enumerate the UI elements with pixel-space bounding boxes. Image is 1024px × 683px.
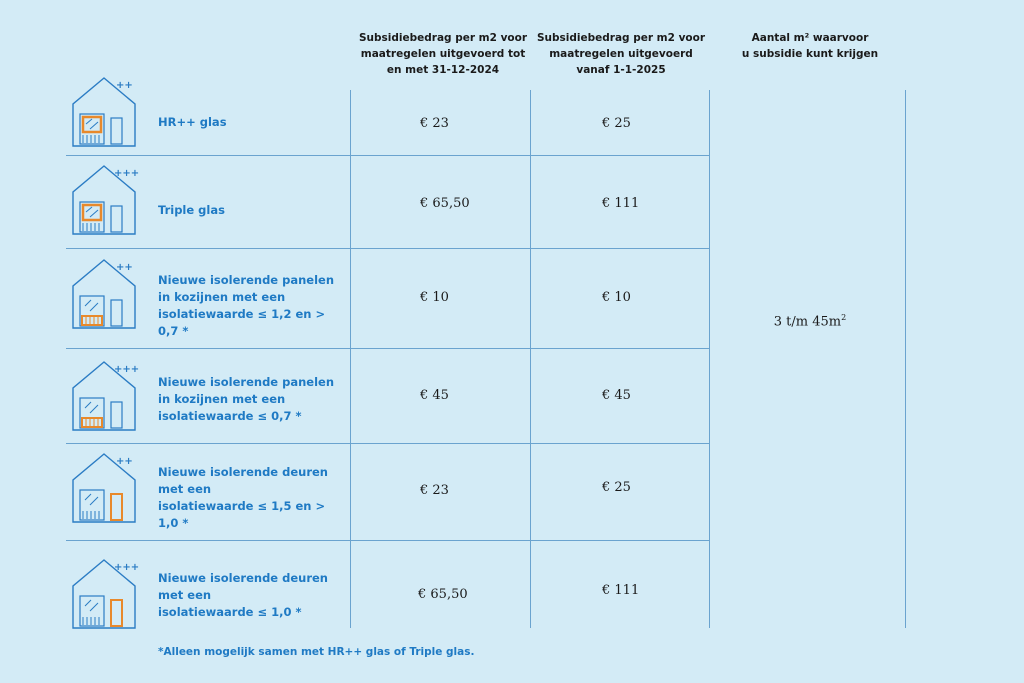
svg-text:++: ++ bbox=[116, 80, 133, 91]
value-until-2024: € 45 bbox=[420, 388, 449, 403]
value-from-2025: € 25 bbox=[602, 116, 631, 131]
value-until-2024: € 65,50 bbox=[418, 587, 468, 602]
column-divider bbox=[905, 90, 906, 628]
svg-text:+++: +++ bbox=[114, 168, 140, 179]
value-until-2024: € 23 bbox=[420, 483, 449, 498]
column-divider bbox=[530, 90, 531, 628]
value-until-2024: € 10 bbox=[420, 290, 449, 305]
house-window-icon bbox=[68, 162, 140, 236]
row-label: Nieuwe isolerende panelen in kozijnen met een isolatiewaarde ≤ 0,7 * bbox=[158, 375, 335, 423]
row-divider bbox=[66, 155, 709, 156]
row-label: Nieuwe isolerende deuren met een isolatiewaarde ≤ 1,0 * bbox=[158, 571, 328, 619]
header-subsidy-from-2025: Subsidiebedrag per m2 voor maatregelen uitgevoerd vanaf 1-1-2025 bbox=[536, 32, 706, 76]
value-until-2024: € 23 bbox=[420, 116, 449, 131]
row-divider bbox=[66, 540, 709, 541]
column-divider bbox=[709, 90, 710, 628]
row-divider bbox=[66, 348, 709, 349]
area-range-value: 3 t/m $45m^2$ bbox=[773, 313, 847, 330]
row-label: Nieuwe isolerende panelen in kozijnen met een isolatiewaarde ≤ 1,2 en > 0,7 * bbox=[158, 273, 335, 338]
column-divider bbox=[350, 90, 351, 628]
header-subsidy-until-2024: Subsidiebedrag per m2 voor maatregelen uitgevoerd tot en met 31-12-2024 bbox=[358, 32, 528, 76]
house-window-icon bbox=[68, 74, 140, 148]
value-from-2025: € 10 bbox=[602, 290, 631, 305]
svg-text:+++: +++ bbox=[114, 562, 140, 573]
svg-text:++: ++ bbox=[116, 456, 133, 467]
value-from-2025: € 111 bbox=[602, 583, 640, 598]
house-panel-icon bbox=[68, 358, 140, 432]
svg-text:++: ++ bbox=[116, 262, 133, 273]
house-panel-icon bbox=[68, 256, 140, 330]
header-area-m2: Aantal m² waarvoor u subsidie kunt krijgen bbox=[741, 32, 879, 60]
row-label: HR++ glas bbox=[158, 115, 227, 129]
value-until-2024: € 65,50 bbox=[420, 196, 470, 211]
row-divider bbox=[66, 248, 709, 249]
row-label: Nieuwe isolerende deuren met een isolatiewaarde ≤ 1,5 en > 1,0 * bbox=[158, 465, 328, 530]
svg-text:+++: +++ bbox=[114, 364, 140, 375]
house-door-icon bbox=[68, 450, 140, 524]
row-divider bbox=[66, 443, 709, 444]
value-from-2025: € 111 bbox=[602, 196, 640, 211]
value-from-2025: € 45 bbox=[602, 388, 631, 403]
value-from-2025: € 25 bbox=[602, 480, 631, 495]
house-door-icon bbox=[68, 556, 140, 630]
footnote: *Alleen mogelijk samen met HR++ glas of Triple glas. bbox=[158, 646, 475, 658]
row-label: Triple glas bbox=[158, 203, 225, 217]
